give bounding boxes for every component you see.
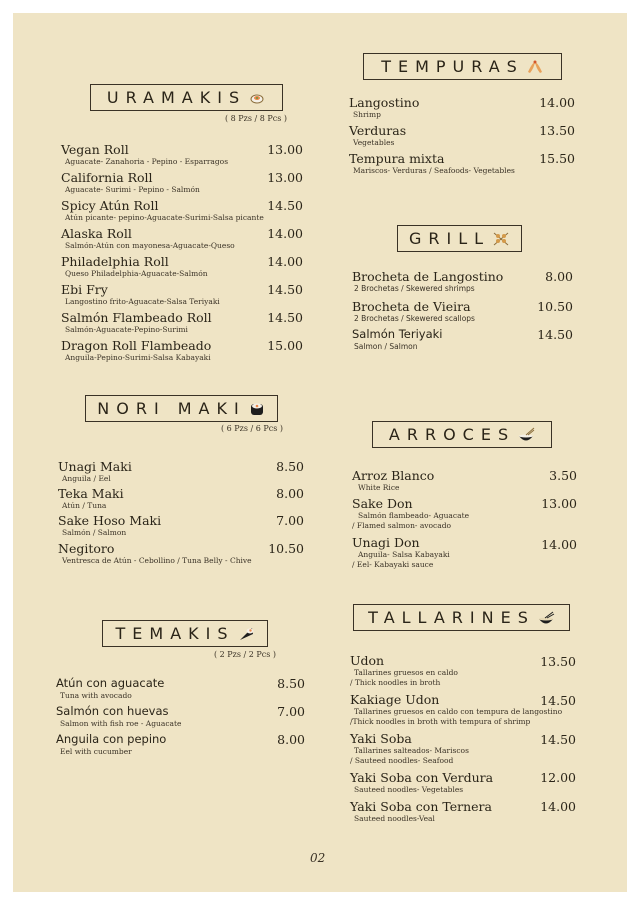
item-price: 10.50 [537,299,573,314]
item-name: Philadelphia Roll [61,254,169,269]
temakis-note: ( 2 Pzs / 2 Pcs ) [214,650,277,659]
item-name: Sake Don [352,496,413,511]
item-name: Negitoro [58,541,115,556]
item-name: Udon [350,653,385,668]
item-price: 13.00 [267,170,303,185]
menu-item [352,299,475,324]
grill-header [397,225,522,252]
item-name: Tempura mixta [349,151,445,166]
item-price: 13.00 [541,496,577,511]
item-desc: Salmón-Aguacate-Pepino-Surimi [65,325,188,334]
menu-item [350,731,469,766]
rice-bowl-icon [517,427,535,443]
item-price: 14.50 [540,732,576,747]
menu-item [61,310,212,335]
menu-item [350,653,458,688]
menu-item [58,541,252,566]
item-name: Arroz Blanco [352,468,435,483]
noodle-bowl-icon [537,610,555,626]
item-desc: Sauteed noodles- Vegetables [354,785,464,794]
skewer-icon [492,231,510,247]
item-name: Langostino [349,95,420,110]
menu-item [352,327,443,352]
item-price: 10.50 [268,541,304,556]
menu-item [350,770,493,795]
menu-page [13,13,627,892]
item-desc-en: / Eel- Kabayaki sauce [352,560,434,569]
item-name: Verduras [349,123,407,138]
item-desc: Queso Philadelphia-Aguacate-Salmón [65,269,208,278]
maki-icon [248,401,266,417]
item-price: 14.00 [267,226,303,241]
item-price: 8.50 [276,459,304,474]
item-price: 13.50 [540,654,576,669]
menu-item [58,513,161,538]
temakis-title: TEMAKIS [115,624,235,643]
item-desc: Anguila-Pepino-Surimi-Salsa Kabayaki [65,353,211,362]
item-name: Unagi Maki [58,459,132,474]
menu-item [58,486,124,511]
item-desc: Anguila / Eel [62,474,111,483]
uramakis-title: URAMAKIS [106,88,247,107]
item-price: 14.50 [540,693,576,708]
item-desc: Anguila- Salsa Kabayaki [358,550,450,559]
item-desc-en: /Thick noodles in broth with tempura of shrimp [350,717,531,726]
item-price: 15.00 [267,338,303,353]
menu-item [61,338,211,363]
menu-item [56,676,164,701]
item-name: Teka Maki [58,486,124,501]
item-name: Alaska Roll [61,226,132,241]
item-name: Yaki Soba con Ternera [350,799,492,814]
menu-item [61,142,228,167]
menu-item [56,732,166,757]
item-name: Spicy Atún Roll [61,198,159,213]
menu-item [61,226,235,251]
item-price: 14.00 [541,537,577,552]
tempuras-title: TEMPURAS [381,57,524,76]
item-name: Yaki Soba con Verdura [350,770,494,785]
item-desc-en: / Flamed salmon- avocado [352,521,452,530]
item-desc: Atún picante- pepino-Aguacate-Surimi-Salsa picante [65,213,264,222]
item-name: Atún con aguacate [56,676,165,690]
sushi-roll-icon [248,90,266,106]
item-desc: Eel with cucumber [60,747,132,756]
item-desc: Tallarines gruesos en caldo [354,668,458,677]
item-desc: Tallarines gruesos en caldo con tempura de langostino [354,707,563,716]
item-price: 14.00 [539,95,575,110]
item-price: 14.00 [540,799,576,814]
item-desc-en: / Thick noodles in broth [350,678,441,687]
item-price: 14.00 [267,254,303,269]
tempura-icon [526,59,544,75]
menu-item [352,468,434,493]
item-name: Brocheta de Vieira [352,299,471,314]
menu-item [58,459,132,484]
menu-item [349,95,419,120]
item-desc: Ventresca de Atún - Cebollino / Tuna Belly - Chive [62,556,252,565]
menu-item [352,535,450,570]
item-name: California Roll [61,170,153,185]
arroces-header [372,421,552,448]
item-name: Unagi Don [352,535,420,550]
item-price: 8.00 [276,486,304,501]
menu-item [352,269,503,294]
temakis-header [102,620,268,647]
temaki-icon [237,626,255,642]
item-price: 13.00 [267,142,303,157]
item-name: Brocheta de Langostino [352,269,504,284]
item-price: 13.50 [539,123,575,138]
menu-item [61,198,264,223]
item-name: Sake Hoso Maki [58,513,162,528]
nori-maki-header [85,395,278,422]
menu-item [56,704,181,729]
item-desc: Atún / Tuna [62,501,107,510]
item-desc: Aguacate- Zanahoria - Pepino - Esparragos [65,157,229,166]
item-desc-en: / Sauteed noodles- Seafood [350,756,454,765]
menu-item [349,151,515,176]
item-desc: Tallarines salteados- Mariscos [354,746,469,755]
item-desc: Mariscos- Verduras / Seafoods- Vegetables [353,166,515,175]
item-desc: Sauteed noodles-Veal [354,814,435,823]
item-price: 7.00 [276,513,304,528]
item-name: Salmón Flambeado Roll [61,310,212,325]
item-desc: Salmón / Salmon [62,528,127,537]
item-desc: Salmon with fish roe - Aguacate [60,719,182,728]
item-price: 12.00 [540,770,576,785]
item-desc: 2 Brochetas / Skewered shrimps [354,284,475,293]
item-desc: Salmón-Atún con mayonesa-Aguacate-Queso [65,241,235,250]
item-price: 14.50 [537,327,573,342]
item-name: Yaki Soba [350,731,412,746]
item-desc: Langostino frito-Aguacate-Salsa Teriyaki [65,297,220,306]
tallarines-header [353,604,570,631]
grill-title: GRILL [408,229,491,248]
item-desc: Salmon / Salmon [354,342,418,351]
tempuras-header [363,53,562,80]
nori-maki-title: NORI MAKI [97,399,246,418]
menu-item [349,123,406,148]
item-price: 15.50 [539,151,575,166]
item-price: 14.50 [267,310,303,325]
uramakis-header [90,84,283,111]
item-price: 14.50 [267,198,303,213]
menu-item [61,170,200,195]
item-name: Anguila con pepino [56,732,167,746]
item-price: 8.00 [545,269,573,284]
tallarines-title: TALLARINES [368,608,535,627]
menu-item [61,282,220,307]
item-price: 7.00 [277,704,305,719]
arroces-title: ARROCES [388,425,516,444]
item-desc: Aguacate- Surimi - Pepino - Salmón [65,185,200,194]
item-name: Salmón con huevas [56,704,169,718]
item-desc: Tuna with avocado [60,691,132,700]
item-price: 8.50 [277,676,305,691]
nori-maki-note: ( 6 Pzs / 6 Pcs ) [221,424,284,433]
item-desc: Salmón flambeado- Aguacate [358,511,470,520]
item-price: 3.50 [549,468,577,483]
item-name: Dragon Roll Flambeado [61,338,212,353]
item-name: Ebi Fry [61,282,108,297]
item-price: 14.50 [267,282,303,297]
item-desc: Vegetables [353,138,395,147]
item-name: Vegan Roll [61,142,129,157]
menu-item [61,254,208,279]
item-name: Salmón Teriyaki [352,327,443,341]
item-name: Kakiage Udon [350,692,440,707]
uramakis-note: ( 8 Pzs / 8 Pcs ) [225,114,288,123]
item-price: 8.00 [277,732,305,747]
page-number: 02 [310,851,326,865]
menu-item [352,496,469,531]
menu-item [350,799,492,824]
item-desc: White Rice [358,483,400,492]
item-desc: Shrimp [353,110,381,119]
item-desc: 2 Brochetas / Skewered scallops [354,314,475,323]
